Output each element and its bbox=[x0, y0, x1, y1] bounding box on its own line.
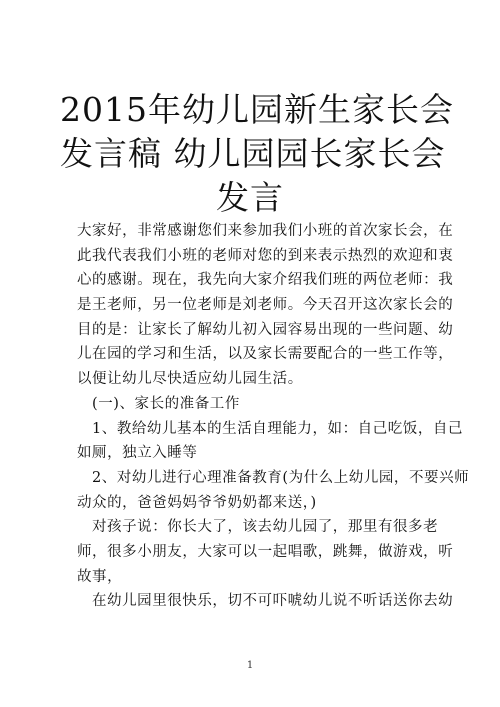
body-line: 如厕，独立入睡等 bbox=[77, 445, 198, 462]
document-title bbox=[60, 88, 454, 220]
body-line: 动众的，爸爸妈妈爷爷奶奶都来送，) bbox=[77, 494, 317, 511]
document-body bbox=[77, 219, 470, 614]
title-line: 发言 bbox=[216, 178, 284, 217]
section-heading: (一)、家长的准备工作 bbox=[92, 395, 240, 412]
page-number: 1 bbox=[246, 660, 254, 671]
body-line: 故事， bbox=[77, 568, 123, 585]
body-line: 对孩子说：你长大了，该去幼儿园了，那里有很多老 bbox=[92, 519, 439, 536]
body-line: 此我代表我们小班的老师对您的到来表示热烈的欢迎和衷 bbox=[77, 247, 454, 264]
title-line: 发言稿 幼儿园园长家长会 bbox=[60, 134, 446, 173]
body-line: 目的是：让家长了解幼儿初入园容易出现的一些问题、幼 bbox=[77, 321, 454, 338]
body-line: 1、教给幼儿基本的生活自理能力，如：自己吃饭，自己 bbox=[92, 420, 463, 437]
body-line: 儿在园的学习和生活，以及家长需要配合的一些工作等， bbox=[77, 346, 454, 363]
title-line: 2015年幼儿园新生家长会 bbox=[60, 90, 454, 129]
body-line: 2、对幼儿进行心理准备教育(为什么上幼儿园，不要兴师 bbox=[92, 469, 470, 486]
body-line: 师，很多小朋友，大家可以一起唱歌，跳舞，做游戏，听 bbox=[77, 543, 454, 560]
body-line: 大家好，非常感谢您们来参加我们小班的首次家长会，在 bbox=[77, 223, 454, 239]
body-line: 在幼儿园里很快乐，切不可吓唬幼儿说不听话送你去幼 bbox=[92, 593, 454, 610]
body-line: 以便让幼儿尽快适应幼儿园生活。 bbox=[77, 371, 303, 388]
body-line: 心的感谢。现在，我先向大家介绍我们班的两位老师：我 bbox=[77, 272, 454, 289]
body-line: 是王老师，另一位老师是刘老师。今天召开这次家长会的 bbox=[77, 297, 454, 314]
